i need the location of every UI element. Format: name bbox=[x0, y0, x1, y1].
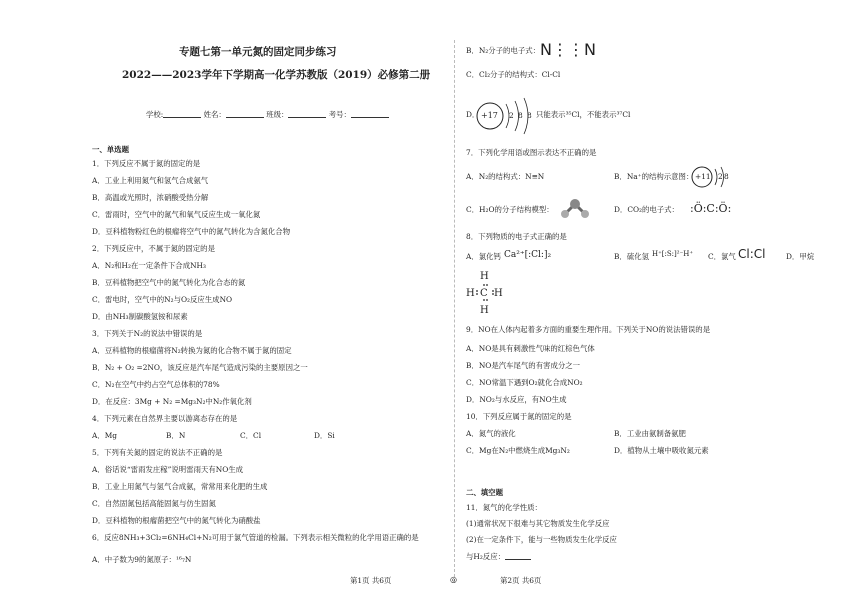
q3-option-c: C．N₂在空气中约占空气总体积的78% bbox=[92, 380, 220, 389]
school-blank[interactable] bbox=[163, 110, 201, 118]
q7-option-b: B．Na⁺的结构示意图： bbox=[614, 172, 694, 181]
na-shell-1 bbox=[715, 169, 717, 185]
q10-option-b: B．工业由氨制备氨肥 bbox=[614, 429, 686, 438]
dot bbox=[476, 293, 478, 295]
q8-option-b: B．硫化氢 bbox=[614, 252, 649, 261]
field-number: 考号： bbox=[328, 110, 351, 119]
cl-shell-2-count: 8 bbox=[518, 111, 523, 120]
q4-option-a: A．Mg bbox=[92, 431, 118, 440]
q9-option-c: C．NO常温下遇到O₂就化合成NO₂ bbox=[466, 378, 583, 387]
q9-option-d: D．NO₂与水反应，有NO生成 bbox=[466, 395, 567, 404]
name-blank[interactable] bbox=[226, 110, 264, 118]
page-title: 专题七第一单元氮的固定同步练习 bbox=[179, 46, 337, 58]
class-blank[interactable] bbox=[288, 110, 326, 118]
q6-option-d: D． bbox=[466, 110, 480, 119]
q6-stem: 6．反应8NH₃+3Cl₂=6NH₄Cl+N₂可用于氯气管道的检漏。下列表示相关微粒的化学用语正确的是 bbox=[92, 533, 419, 542]
ch4-h-bottom: H bbox=[480, 305, 489, 316]
q10-option-a: A．氮气的液化 bbox=[466, 429, 516, 438]
q8-stem: 8．下列物质的电子式正确的是 bbox=[466, 232, 567, 241]
footer-right: 第2页 共6页 bbox=[500, 576, 542, 585]
q2-option-a: A．N₂和H₂在一定条件下合成NH₃ bbox=[92, 261, 206, 270]
q4-option-b: B．N bbox=[166, 431, 186, 440]
q1-option-b: B．高温或光照时，浓硝酸受热分解 bbox=[92, 193, 209, 202]
q6-option-a: A．中子数为9的氮原子：¹⁶₇N bbox=[92, 555, 192, 564]
ch4-c: C bbox=[480, 288, 488, 299]
q4-option-d: D．Si bbox=[314, 431, 335, 440]
na-shell-1-count: 2 bbox=[718, 172, 723, 181]
field-class: 班级： bbox=[266, 110, 289, 119]
q9-option-a: A．NO是具有刺激性气味的红棕色气体 bbox=[466, 344, 595, 353]
q9-option-b: B．NO是汽车尾气的有害成分之一 bbox=[466, 361, 581, 370]
q3-option-d: D．在反应：3Mg + N₂ =Mg₃N₂中N₂作氧化剂 bbox=[92, 397, 252, 406]
footer-left: 第1页 共6页 bbox=[350, 576, 392, 585]
dot bbox=[492, 293, 494, 295]
q1-option-a: A．工业上利用氮气和氢气合成氨气 bbox=[92, 176, 209, 185]
co2-electron-formula: :Ö:C:Ö: bbox=[690, 202, 732, 215]
field-school: 学校: bbox=[146, 110, 164, 119]
number-blank[interactable] bbox=[351, 110, 389, 118]
q3-stem: 3．下列关于N₂的说法中错误的是 bbox=[92, 329, 203, 338]
ch4-h-top: H bbox=[480, 271, 489, 282]
q7-option-d: D．CO₂的电子式： bbox=[614, 205, 679, 214]
cl-isotope-note: 只能表示³⁵Cl，不能表示³⁷Cl bbox=[536, 110, 631, 119]
q11-stem: 11．氮气的化学性质： bbox=[466, 503, 542, 512]
section-fill-in: 二、填空题 bbox=[466, 488, 503, 497]
q8-option-c: C．氯气 bbox=[708, 252, 736, 261]
dot bbox=[476, 290, 478, 292]
q5-option-a: A．俗话说“雷雨发庄稼”说明雷雨天有NO生成 bbox=[92, 465, 244, 474]
oxygen-atom bbox=[570, 199, 580, 209]
ch4-dots bbox=[466, 272, 506, 312]
dot bbox=[486, 299, 488, 301]
h2s-formula: H⁺[:S:]²⁻H⁺ bbox=[652, 250, 694, 258]
q4-stem: 4．下列元素在自然界主要以游离态存在的是 bbox=[92, 414, 238, 423]
cl-shell-3-count: 8 bbox=[527, 111, 532, 120]
hydrogen-atom-left bbox=[561, 210, 569, 218]
dot bbox=[483, 299, 485, 301]
q11-h2-label: 与H₂反应： bbox=[466, 552, 505, 561]
q5-option-d: D．豆科植物的根瘤菌把空气中的氮气转化为硝酸盐 bbox=[92, 516, 261, 525]
dot bbox=[483, 284, 485, 286]
q10-stem: 10．下列反应属于氮的固定的是 bbox=[466, 412, 572, 421]
q1-stem: 1．下列反应不属于氮的固定的是 bbox=[92, 159, 201, 168]
cl-shell-1-count: 2 bbox=[509, 111, 514, 120]
q11-h2-line bbox=[466, 552, 531, 561]
q1-option-c: C．雷雨时，空气中的氮气和氧气反应生成一氧化氮 bbox=[92, 210, 261, 219]
water-model-icon bbox=[558, 197, 592, 219]
ch4-h-left: H bbox=[466, 288, 475, 299]
q11-part-2: (2)在一定条件下，能与一些物质发生化学反应 bbox=[466, 535, 617, 544]
section-single-choice: 一、单选题 bbox=[92, 145, 129, 154]
na-nucleus: +11 bbox=[695, 172, 711, 181]
q8-option-a: A．氯化钙 bbox=[466, 252, 501, 261]
na-shell-2-count: 8 bbox=[724, 172, 729, 181]
field-name: 姓名： bbox=[203, 110, 226, 119]
student-info-line bbox=[146, 110, 389, 119]
q8-option-d: D．甲烷 bbox=[786, 252, 815, 261]
q3-option-a: A．豆科植物的根瘤菌将N₂转换为氮的化合物不属于氮的固定 bbox=[92, 346, 292, 355]
q11-answer-blank[interactable] bbox=[505, 552, 531, 560]
q5-option-b: B．工业上用氮气与氢气合成氨，常常用来化肥的生成 bbox=[92, 482, 268, 491]
q2-stem: 2．下列反应中，不属于氮的固定的是 bbox=[92, 244, 215, 253]
n2-electron-formula: N⋮⋮N bbox=[540, 40, 596, 59]
q2-option-b: B．豆科植物把空气中的氮气转化为化合态的氮 bbox=[92, 278, 246, 287]
q3-option-b: B．N₂ + O₂ =2NO，该反应是汽车尾气造成污染的主要原因之一 bbox=[92, 363, 308, 372]
q7-stem: 7．下列化学用语或图示表达不正确的是 bbox=[466, 148, 597, 157]
cl2-formula: Cl:Cl bbox=[738, 247, 766, 261]
q11-part-1: (1)通常状况下很难与其它物质发生化学反应 bbox=[466, 519, 610, 528]
q10-option-c: C．Mg在N₂中燃烧生成Mg₃N₂ bbox=[466, 446, 570, 455]
ch4-h-right: H bbox=[494, 288, 503, 299]
q7-option-c: C．H₂O的分子结构模型： bbox=[466, 205, 554, 214]
q7-option-a: A．N₂的结构式：N≡N bbox=[466, 172, 545, 181]
cacl2-formula: Ca²⁺[:Cl:]₂ bbox=[504, 250, 552, 260]
footer-mark: ◎ bbox=[450, 575, 457, 584]
dot bbox=[492, 290, 494, 292]
q10-option-d: D．植物从土壤中吸收氮元素 bbox=[614, 446, 709, 455]
dot bbox=[486, 284, 488, 286]
q2-option-d: D．由NH₃制碳酸氢铵和尿素 bbox=[92, 312, 188, 321]
q4-option-c: C．Cl bbox=[240, 431, 262, 440]
q6-option-c: C．Cl₂分子的结构式：Cl-Cl bbox=[466, 70, 561, 79]
cl-nucleus: +17 bbox=[481, 111, 498, 120]
hydrogen-atom-right bbox=[581, 210, 589, 218]
q5-stem: 5．下列有关氮的固定的说法不正确的是 bbox=[92, 448, 223, 457]
page-subtitle: 2022——2023学年下学期高一化学苏教版（2019）必修第二册 bbox=[122, 69, 431, 81]
q6-option-b: B．N₂分子的电子式： bbox=[466, 46, 540, 55]
page-divider bbox=[454, 40, 455, 582]
q2-option-c: C．雷电时，空气中的N₂与O₂反应生成NO bbox=[92, 295, 233, 304]
q9-stem: 9．NO在人体内起着多方面的重要生理作用。下列关于NO的说法错误的是 bbox=[466, 325, 711, 334]
q5-option-c: C．自然固氮包括高能固氮与仿生固氮 bbox=[92, 499, 216, 508]
q1-option-d: D．豆科植物粉红色的根瘤将空气中的氮气转化为含氮化合物 bbox=[92, 227, 291, 236]
